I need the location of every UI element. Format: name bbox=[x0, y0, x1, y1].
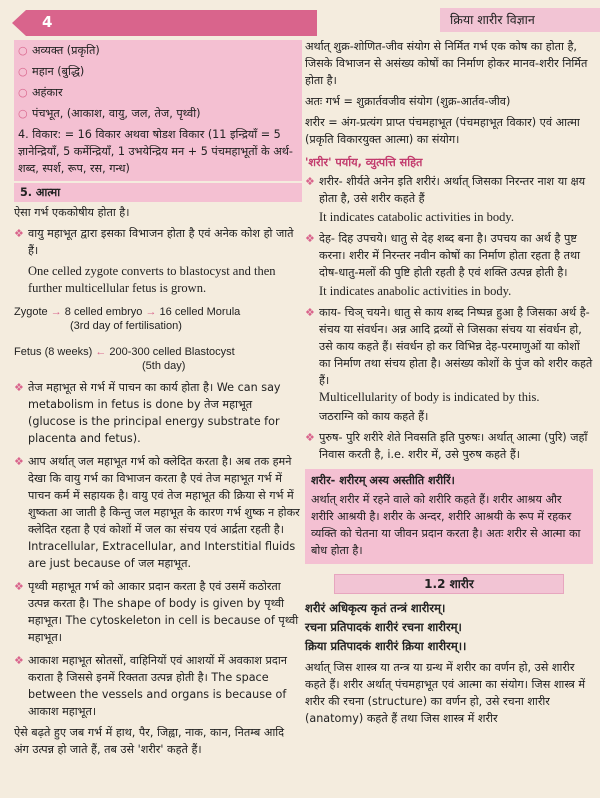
list-item: ○ पंचभूत, (आकाश, वायु, जल, तेज, पृथ्वी) bbox=[18, 107, 201, 120]
diamond-bullet-icon: ❖ bbox=[14, 654, 24, 667]
diamond-bullet-icon: ❖ bbox=[14, 455, 24, 468]
list-item: ○ महान (बुद्धि) bbox=[18, 65, 85, 78]
list-item: ○ अव्यक्त (प्रकृति) bbox=[18, 44, 100, 57]
cell-flow-diagram bbox=[14, 305, 302, 373]
list-item: ❖ शरीर- शीर्यते अनेन इति शरीरं। अर्थात् जिसका निरन्तर नाश या क्षय होता है, उसे शरीर कहते हैं bbox=[305, 175, 586, 205]
garbha-definition: अतः गर्भ = शुक्रार्तवजीव संयोग (शुक्र-आर्तव-जीव) bbox=[305, 95, 511, 108]
third-day-note: (3rd day of fertilisation) bbox=[70, 320, 182, 332]
circle-bullet-icon: ○ bbox=[18, 107, 28, 120]
right-intro: अर्थात् शुक्र-शोणित-जीव संयोग से निर्मित गर्भ एक कोष का होता है, जिसके विभाजन से असंख्य कोषों का निर्माण होकर मानव-शरीर निर्मित होता है। bbox=[305, 40, 588, 87]
anabolic-note: It indicates anabolic activities in body. bbox=[319, 284, 512, 298]
vikara-text: 4. विकार: = 16 विकार अथवा षोडश विकार (11 इन्द्रियाँ = 5 ज्ञानेन्द्रियाँ, 5 कर्मेन्द्रियाँ, 1 उभयेन्द्रिय मन + 5 पंचमहाभूतों के अर्थ- शब्द, स्पर्श, रूप, रस, गन्ध) bbox=[18, 128, 293, 175]
diamond-bullet-icon: ❖ bbox=[14, 227, 24, 240]
circle-bullet-icon: ○ bbox=[18, 44, 28, 57]
catabolic-note: It indicates catabolic activities in body. bbox=[319, 210, 514, 224]
right-arrow-icon: → bbox=[50, 306, 65, 318]
right-column bbox=[305, 38, 593, 729]
list-item: ❖ पुरुष- पुरि शरीरे शेते निवसति इति पुरुषः। अर्थात् आत्मा (पुरि) जहाँ निवास करती है, i.e. शरीर में, उसे पुरुष कहते हैं। bbox=[305, 431, 588, 461]
flow-row-2: Fetus (8 weeks) ← 200-300 celled Blastocyst bbox=[14, 346, 235, 358]
list-item: ❖ देह- दिह उपचये। धातु से देह शब्द बना है। उपचय का अर्थ है पुष्ट करना। शरीर में निरन्तर नवीन कोषों का निर्माण होता रहता है तथा दोष-धातु-मलों की पुष्टि होती रहती है एवं शक्ति उत्पन्न होती है। bbox=[305, 232, 580, 279]
fifth-day-note: (5th day) bbox=[142, 360, 186, 372]
diamond-bullet-icon: ❖ bbox=[305, 175, 315, 188]
multicellularity-note: Multicellularity of body is indicated by this. bbox=[319, 390, 540, 404]
list-item: ❖ वायु महाभूत द्वारा इसका विभाजन होता है एवं अनेक कोश हो जाते हैं। bbox=[14, 227, 294, 257]
jatharagni-note: जठराग्नि को काय कहते हैं। bbox=[319, 410, 429, 423]
diamond-bullet-icon: ❖ bbox=[14, 580, 24, 593]
left-arrow-icon: ← bbox=[95, 346, 110, 358]
list-item: ❖ काय- चिञ् चयने। धातु से काय शब्द निष्पन्न हुआ है जिसका अर्थ है- संचय या संवर्धन। अन्न आदि द्रव्यों से जिसका संचय या संवर्धन हो, उसे काय कहते हैं। संवर्धन हो कर विभिन्न देह-परमाणुओं या कोशों का निर्माण तथा संचय होता है। असंख्य कोशों के पुंज को शरीर कहते हैं। bbox=[305, 306, 593, 387]
shloka-line: शरीरं अधिकृत्य कृतं तन्त्रं शारीरम्। bbox=[305, 601, 446, 615]
header-band bbox=[12, 10, 317, 36]
vayu-english: One celled zygote converts to blastocyst and then further multicellular fetus is grown. bbox=[28, 264, 276, 295]
shariri-box bbox=[305, 469, 593, 564]
right-arrow-icon: → bbox=[145, 306, 160, 318]
list-item: ❖ आकाश महाभूत स्रोतसों, वाहिनियों एवं आशयों में अवकाश प्रदान कराता है जिससे इनमें रिक्तता उत्पन्न होती है। The space between the vessels and organs is because of आकाश महाभूत। bbox=[14, 654, 287, 718]
diamond-bullet-icon: ❖ bbox=[305, 232, 315, 245]
section-heading: 1.2 शारीर bbox=[334, 574, 564, 594]
list-item: ○ अहंकार bbox=[18, 86, 63, 99]
circle-bullet-icon: ○ bbox=[18, 86, 28, 99]
paryaya-heading: 'शरीर' पर्याय, व्युत्पत्ति सहित bbox=[305, 156, 423, 169]
final-text: ऐसे बढ़ते हुए जब गर्भ में हाथ, पैर, जिह्वा, नाक, कान, नितम्ब आदि अंग उत्पन्न हो जाते हैं, तब उसे 'शरीर' कहते हैं। bbox=[14, 726, 285, 756]
intro-text: ऐसा गर्भ एककोषीय होता है। bbox=[14, 206, 130, 219]
left-column bbox=[14, 40, 302, 760]
shloka-line: रचना प्रतिपादकं शारीरं रचना शारीरम्। bbox=[305, 620, 462, 634]
list-item: ❖ तेज महाभूत से गर्भ में पाचन का कार्य होता है। We can say metabolism in fetus is done by तेज महाभूत (glucose is the principal energy substrate for placenta and fetus). bbox=[14, 381, 281, 445]
closing-text: अर्थात् जिस शास्त्र या तन्त्र या ग्रन्थ में शरीर का वर्णन हो, उसे शारीर कहते हैं। शरीर अर्थात् पंचमहाभूत एवं आत्मा का संयोग। जिस शास्त्र में शरीर की रचना (structure) का वर्णन हो, उसे रचना शारीर (anatomy) कहते हैं तथा जिस शास्त्र में शरीर bbox=[305, 661, 586, 725]
atma-heading: 5. आत्मा bbox=[14, 183, 302, 202]
tattva-list bbox=[14, 40, 302, 181]
diamond-bullet-icon: ❖ bbox=[305, 306, 315, 319]
box-title: शरीर- शरीरम् अस्य अस्तीति शरीरिं। bbox=[311, 474, 455, 487]
diamond-bullet-icon: ❖ bbox=[305, 431, 315, 444]
box-text: अर्थात् शरीर में रहने वाले को शरीरि कहते हैं। शरीर आश्रय और शरीरि आश्रयी है। शरीर के अन्दर, शरीरि आश्रयी के रूप में रहकर व्यक्ति को चेतना या जीवन प्रदान करता है। अतः शरीर से आत्मा का बोध होता है। bbox=[311, 493, 581, 557]
page-number: 4 bbox=[42, 13, 53, 31]
running-title: क्रिया शारीर विज्ञान bbox=[440, 8, 600, 32]
flow-row-1: Zygote → 8 celled embryo → 16 celled Morula bbox=[14, 306, 241, 318]
list-item: ❖ आप अर्थात् जल महाभूत गर्भ को क्लेदित करता है। अब तक हमने देखा कि वायु गर्भ का विभाजन करता है एवं तेज महाभूत गर्भ में पाचन कर्म में सहायक है। वायु एवं तेज महाभूत की क्रिया से गर्भ में शुष्कता आ जाती है किन्तु जल महाभूत के कारण गर्भ शुष्क न होकर क्लेदित रहता है एवं कोशों में जल का संचय एवं आर्द्रता रहती है। Intracellular, Extracellular, and Interstitial fluids are just because of जल महाभूत. bbox=[14, 455, 300, 570]
shloka-line: क्रिया प्रतिपादकं शारीरं क्रिया शारीरम्।। bbox=[305, 639, 467, 653]
sharira-definition: शरीर = अंग-प्रत्यंग प्राप्त पंचमहाभूत (पंचमहाभूत विकार) एवं आत्मा (प्रकृति विकारयुक्त आत्मा) का संयोग। bbox=[305, 116, 580, 146]
circle-bullet-icon: ○ bbox=[18, 65, 28, 78]
list-item: ❖ पृथ्वी महाभूत गर्भ को आकार प्रदान करता है एवं उसमें कठोरता उत्पन्न करता है। The shape of body is given by पृथ्वी महाभूत। The cytoskeleton in cell is because of पृथ्वी महाभूत। bbox=[14, 580, 299, 644]
diamond-bullet-icon: ❖ bbox=[14, 381, 24, 394]
